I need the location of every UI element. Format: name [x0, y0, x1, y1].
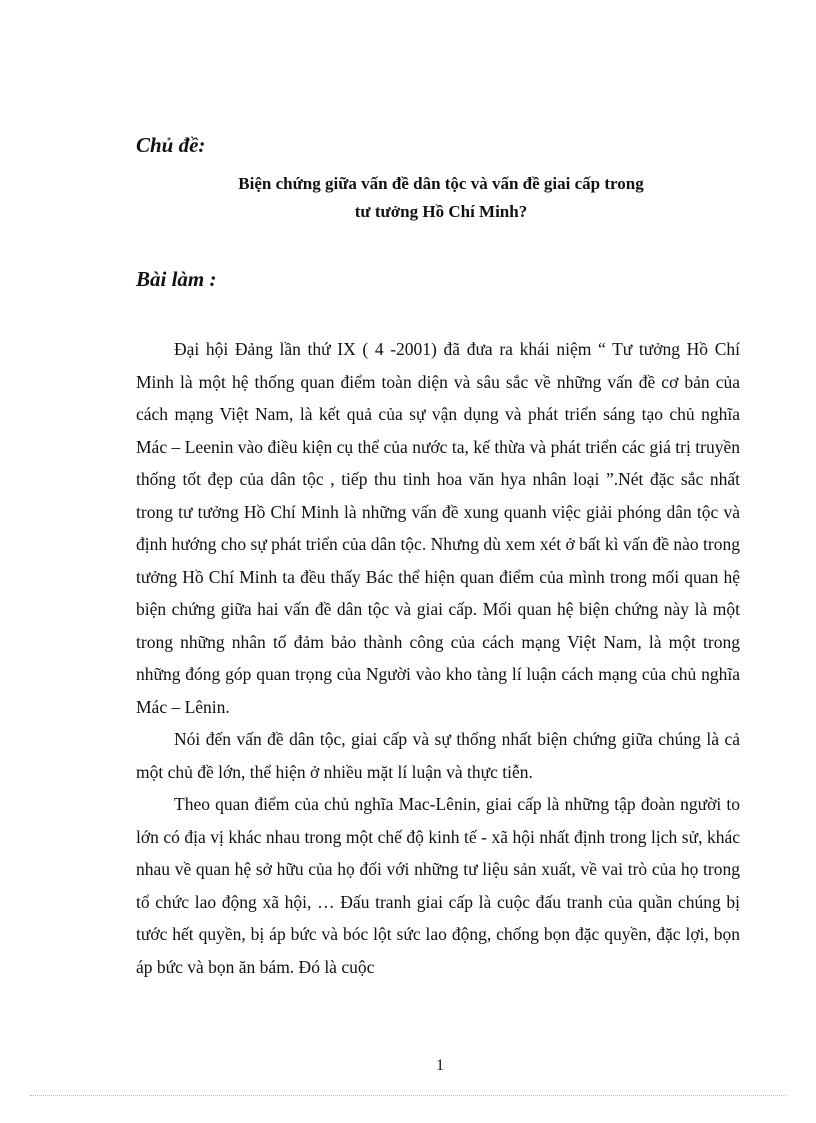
work-heading: Bài làm : [136, 267, 217, 291]
page-bottom-divider [30, 1095, 786, 1096]
paragraph-3: Theo quan điểm của chủ nghĩa Mac-Lênin, giai cấp là những tập đoàn người to lớn có địa vị khác nhau trong một chế độ kinh tế - xã hội nhất định trong lịch sử, khác nhau về quan hệ sở hữu của họ đối với những tư liệu sản xuất, về vai trò của họ trong tổ chức lao động xã hội, … Đấu tranh giai cấp là cuộc đấu tranh của quần chúng bị tước hết quyền, bị áp bức và bóc lột sức lao động, chống bọn đặc quyền, đặc lợi, bọn áp bức và bọn ăn bám. Đó là cuộc [136, 794, 740, 977]
document-title [136, 170, 746, 226]
paragraph-1: Đại hội Đảng lần thứ IX ( 4 -2001) đã đưa ra khái niệm “ Tư tưởng Hồ Chí Minh là một hệ thống quan điểm toàn diện và sâu sắc về những vấn đề cơ bản của cách mạng Việt Nam, là kết quả của sự vận dụng và phát triển sáng tạo chủ nghĩa Mác – Leenin vào điều kiện cụ thể của nước ta, kế thừa và phát triển các giá trị truyền thống tốt đẹp của dân tộc , tiếp thu tinh hoa văn hya nhân loại ”.Nét đặc sắc nhất trong tư tưởng Hồ Chí Minh là những vấn đề xung quanh việc giải phóng dân tộc và định hướng cho sự phát triển của dân tộc. Nhưng dù xem xét ở bất kì vấn đề nào trong tưởng Hồ Chí Minh ta đều thấy Bác thể hiện quan điểm của mình trong mối quan hệ biện chứng giữa hai vấn đề dân tộc và giai cấp. Mối quan hệ biện chứng này là một trong những nhân tố đảm bảo thành công của cách mạng Việt Nam, là một trong những đóng góp quan trọng của Người vào kho tàng lí luận cách mạng của chủ nghĩa Mác – Lênin. [136, 339, 740, 717]
title-line-1: Biện chứng giữa vấn đề dân tộc và vấn đề giai cấp trong [238, 174, 644, 193]
page-number: 1 [436, 1057, 444, 1074]
title-line-2: tư tưởng Hồ Chí Minh? [354, 202, 528, 221]
paragraph-2: Nói đến vấn đề dân tộc, giai cấp và sự thống nhất biện chứng giữa chúng là cả một chủ đề lớn, thể hiện ở nhiều mặt lí luận và thực tiễn. [136, 729, 740, 782]
topic-heading: Chủ đề: [136, 133, 206, 157]
body-text [136, 333, 740, 983]
